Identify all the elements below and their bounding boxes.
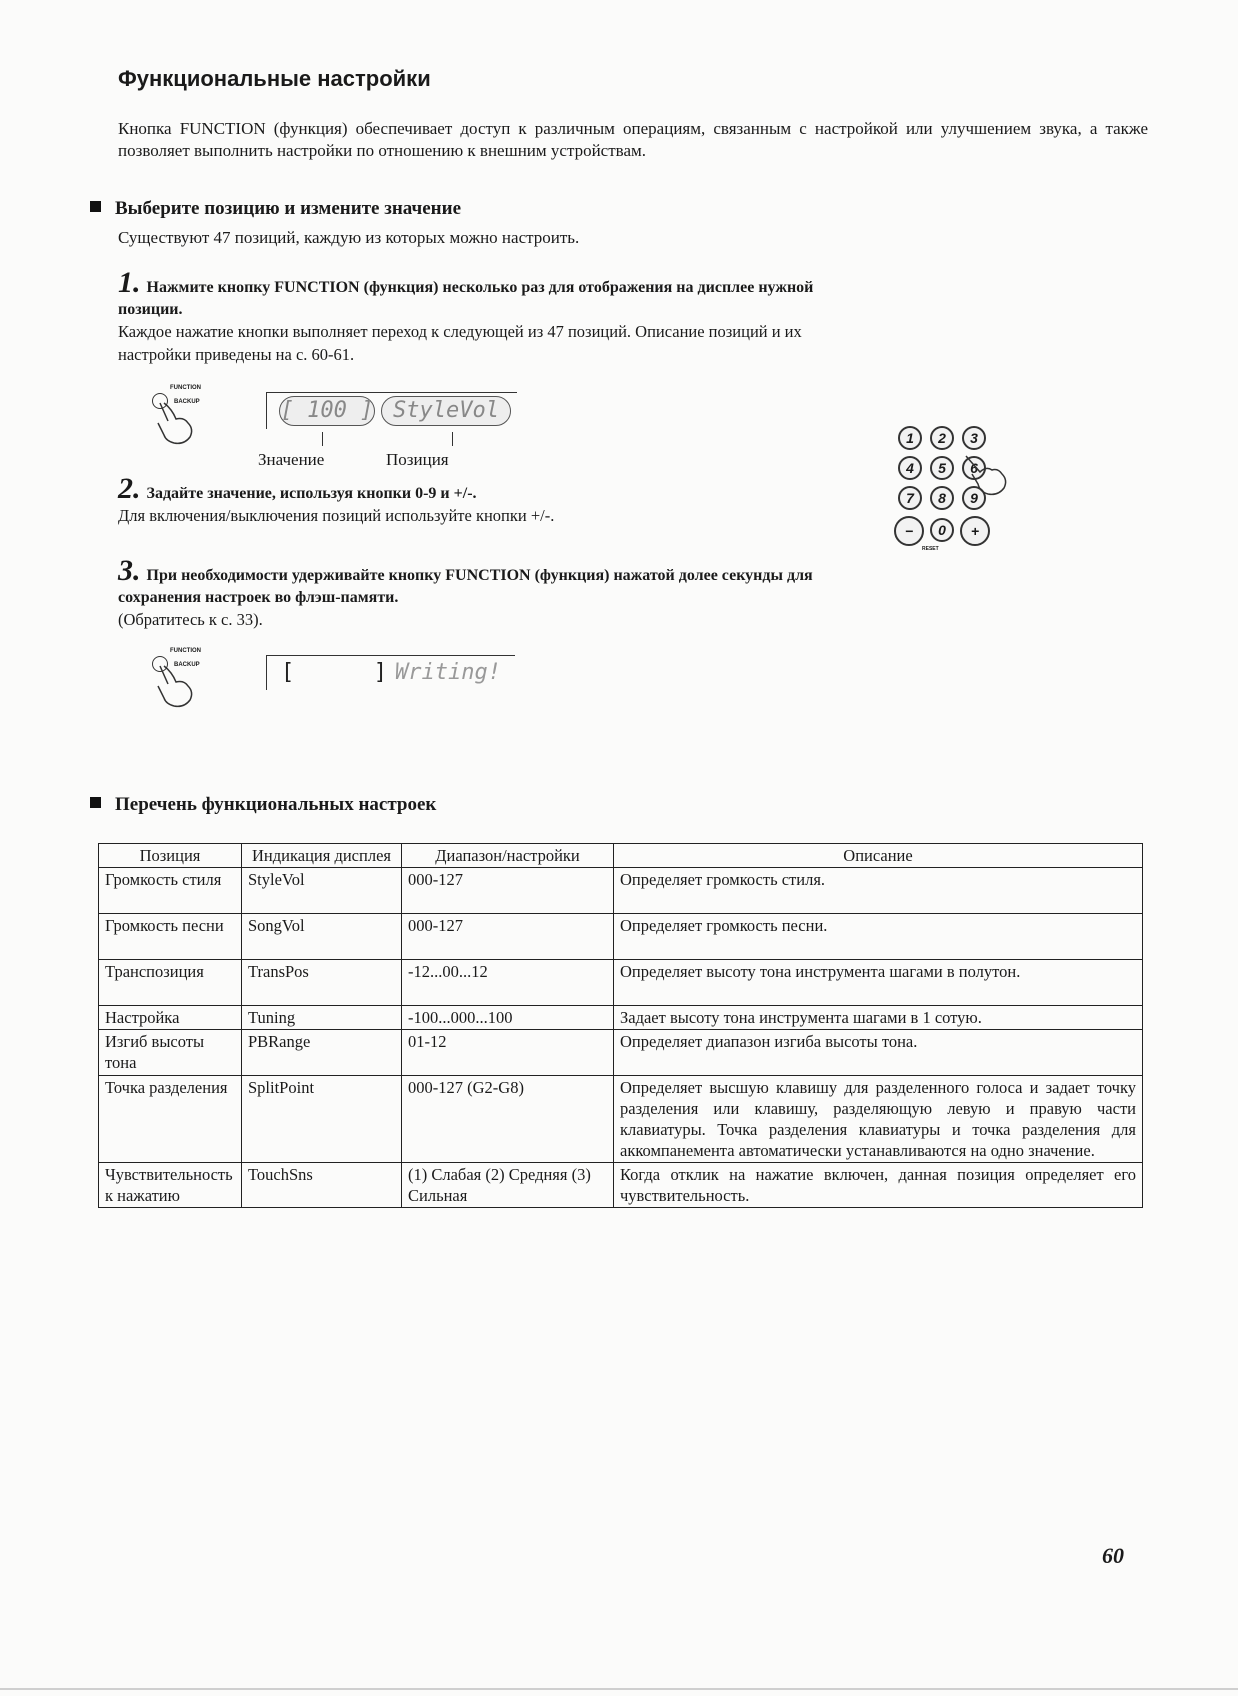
cell-position: Громкость стиля xyxy=(99,868,242,914)
key-minus: − xyxy=(894,516,924,546)
column-header: Диапазон/настройки xyxy=(402,844,614,868)
cell-position: Изгиб высоты тона xyxy=(99,1030,242,1076)
cell-position: Громкость песни xyxy=(99,914,242,960)
step-3 xyxy=(118,554,818,632)
display-writing: Writing! xyxy=(395,660,501,685)
table-row xyxy=(99,1006,1143,1030)
step-number: 3. xyxy=(118,554,141,587)
step-1 xyxy=(118,266,818,367)
key-2: 2 xyxy=(930,426,954,450)
step-explanation: (Обратитесь к с. 33). xyxy=(118,610,263,629)
key-1: 1 xyxy=(898,426,922,450)
bullet-square-icon xyxy=(90,797,101,808)
cell-range: (1) Слабая (2) Средняя (3) Сильная xyxy=(402,1163,614,1208)
cell-range: 000-127 xyxy=(402,914,614,960)
hand-pointer-icon xyxy=(964,454,1010,498)
cell-description: Когда отклик на нажатие включен, данная позиция определяет его чувствительность. xyxy=(614,1163,1143,1208)
scan-edge-line xyxy=(0,1688,1238,1690)
cell-description: Задает высоту тона инструмента шагами в 1 сотую. xyxy=(614,1006,1143,1030)
key-6: 6 xyxy=(962,456,986,480)
backup-label: BACKUP xyxy=(174,399,200,405)
backup-label: BACKUP xyxy=(174,662,200,668)
key-5: 5 xyxy=(930,456,954,480)
lcd-display-2 xyxy=(266,655,515,690)
cell-description: Определяет громкость стиля. xyxy=(614,868,1143,914)
column-header: Индикация дисплея xyxy=(242,844,402,868)
cell-position: Транспозиция xyxy=(99,960,242,1006)
cell-description: Определяет высшую клавишу для разделенного голоса и задает точку разделения или клавишу, разделяющую левую и правую части клавиатуры. Точка разделения клавиатуры и точка разделения для аккомпанемента автоматически устанавливаются на одно значение. xyxy=(614,1076,1143,1163)
step-number: 2. xyxy=(118,472,141,505)
cell-display: StyleVol xyxy=(242,868,402,914)
function-button-illustration xyxy=(138,385,228,455)
cell-display: TransPos xyxy=(242,960,402,1006)
key-7: 7 xyxy=(898,486,922,510)
table-row xyxy=(99,1076,1143,1163)
column-header: Описание xyxy=(614,844,1143,868)
cell-position: Настройка xyxy=(99,1006,242,1030)
cell-range: 01-12 xyxy=(402,1030,614,1076)
key-9: 9 xyxy=(962,486,986,510)
column-header: Позиция xyxy=(99,844,242,868)
position-caption: Позиция xyxy=(386,450,449,469)
key-0: 0 xyxy=(930,518,954,542)
section-heading-text: Выберите позицию и измените значение xyxy=(115,198,462,219)
intro-paragraph: Кнопка FUNCTION (функция) обеспечивает доступ к различным операциям, связанным с настройкой или улучшением звука, а также позволяет выполнить настройки по отношению к внешним устройствам. xyxy=(118,119,1148,160)
cell-range: -100...000...100 xyxy=(402,1006,614,1030)
hand-pointer-icon xyxy=(154,662,202,710)
page-number: 60 xyxy=(1102,1543,1124,1568)
table-row xyxy=(99,914,1143,960)
bullet-square-icon xyxy=(90,201,101,212)
cell-display: SongVol xyxy=(242,914,402,960)
section-heading-select xyxy=(90,198,461,220)
display-position: StyleVol xyxy=(381,396,511,426)
key-4: 4 xyxy=(898,456,922,480)
section-subtitle: Существуют 47 позиций, каждую из которых можно настроить. xyxy=(118,228,580,247)
cell-description: Определяет громкость песни. xyxy=(614,914,1143,960)
hand-pointer-icon xyxy=(154,399,202,447)
section-heading-text: Перечень функциональных настроек xyxy=(115,794,437,815)
cell-description: Определяет диапазон изгиба высоты тона. xyxy=(614,1030,1143,1076)
function-button-illustration xyxy=(138,648,228,718)
cell-display: Tuning xyxy=(242,1006,402,1030)
function-settings-table xyxy=(98,843,1143,1208)
position-pointer-line xyxy=(452,432,453,446)
step-instruction: При необходимости удерживайте кнопку FUNCTION (функция) нажатой долее секунды для сохранения настроек во флэш-памяти. xyxy=(118,567,813,606)
table-row xyxy=(99,960,1143,1006)
step-instruction: Нажмите кнопку FUNCTION (функция) несколько раз для отображения на дисплее нужной позиции. xyxy=(118,279,814,318)
cell-range: 000-127 xyxy=(402,868,614,914)
cell-range: 000-127 (G2-G8) xyxy=(402,1076,614,1163)
cell-display: PBRange xyxy=(242,1030,402,1076)
table-row xyxy=(99,868,1143,914)
cell-range: -12...00...12 xyxy=(402,960,614,1006)
step-2 xyxy=(118,472,818,528)
key-plus: + xyxy=(960,516,990,546)
display-bracket: [ ] xyxy=(281,660,387,685)
value-caption: Значение xyxy=(258,450,325,469)
table-row xyxy=(99,1030,1143,1076)
cell-display: TouchSns xyxy=(242,1163,402,1208)
key-3: 3 xyxy=(962,426,986,450)
table-row xyxy=(99,1163,1143,1208)
cell-position: Точка разделения xyxy=(99,1076,242,1163)
step-instruction: Задайте значение, используя кнопки 0-9 и +/-. xyxy=(146,485,477,502)
function-label: FUNCTION xyxy=(170,385,201,391)
lcd-display-1 xyxy=(266,392,517,429)
page-title: Функциональные настройки xyxy=(118,66,431,91)
number-keypad xyxy=(894,424,1024,554)
table-header-row xyxy=(99,844,1143,868)
function-label: FUNCTION xyxy=(170,648,201,654)
cell-position: Чувствительность к нажатию xyxy=(99,1163,242,1208)
cell-display: SplitPoint xyxy=(242,1076,402,1163)
key-8: 8 xyxy=(930,486,954,510)
value-pointer-line xyxy=(322,432,323,446)
display-value: [ 100 ] xyxy=(279,396,375,426)
step-explanation: Для включения/выключения позиций используйте кнопки +/-. xyxy=(118,506,555,525)
section-heading-list xyxy=(90,794,436,816)
cell-description: Определяет высоту тона инструмента шагами в полутон. xyxy=(614,960,1143,1006)
step-number: 1. xyxy=(118,266,141,299)
step-explanation: Каждое нажатие кнопки выполняет переход к следующей из 47 позиций. Описание позиций и их настройки приведены на с. 60-61. xyxy=(118,322,802,364)
reset-label: RESET xyxy=(922,546,939,552)
